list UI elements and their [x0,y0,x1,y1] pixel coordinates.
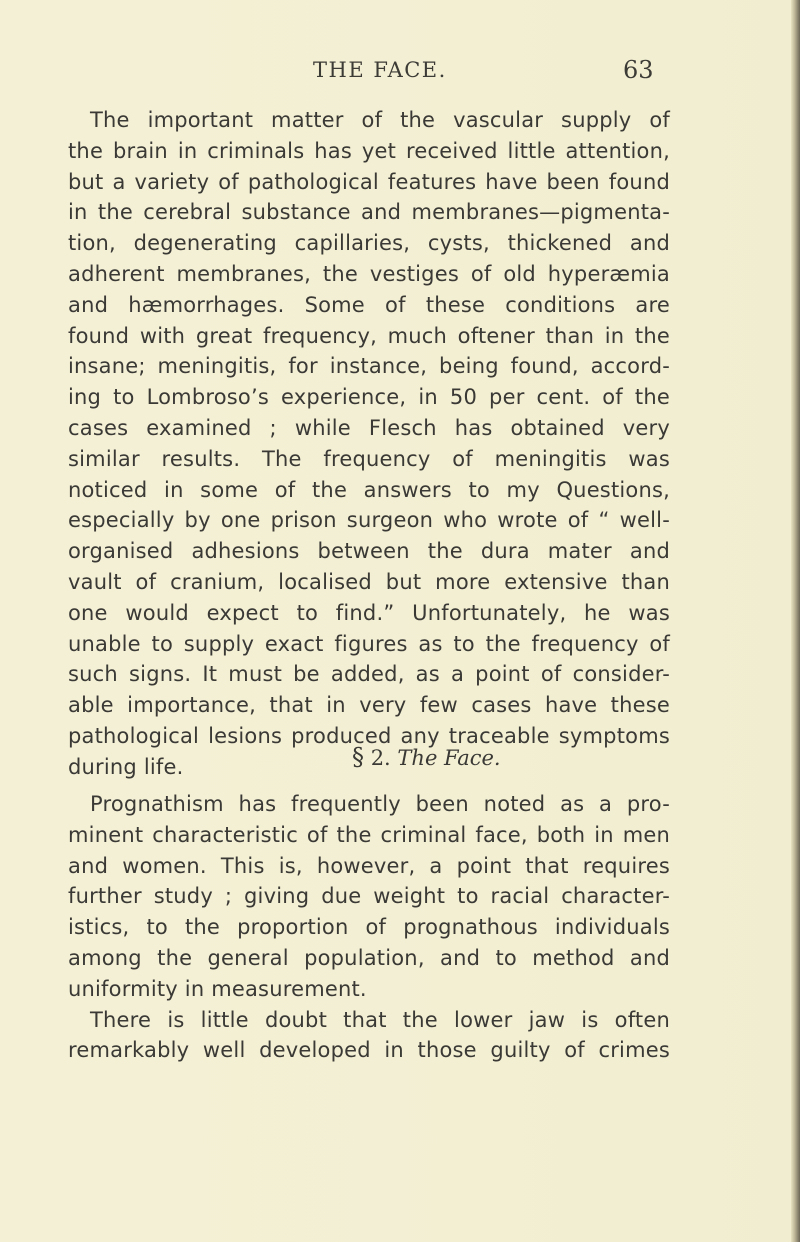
text-line: The important matter of the vascular supply of [90,108,670,132]
text-line: further study ; giving due weight to racial character- [68,884,670,909]
text-line: the brain in criminals has yet received little attention, [68,138,670,163]
text-line: cases examined ; while Flesch has obtained very [68,415,670,440]
text-line: and hæmorrhages. Some of these conditions are [68,292,670,317]
text-line: similar results. The frequency of meningitis was [68,446,670,471]
text-line: uniformity in measurement. [68,976,367,1001]
text-line: There is little doubt that the lower jaw is often [90,1007,670,1032]
paragraph-vascular-supply [68,105,670,783]
text-line: unable to supply exact figures as to the frequency of [68,631,670,656]
text-line: ing to Lombroso’s experience, in 50 per cent. of the [68,385,670,410]
section-number: 2. [370,746,391,770]
text-line: minent characteristic of the criminal face, both in men [68,822,670,847]
text-line: istics, to the proportion of prognathous individuals [68,915,670,940]
text-line: especially by one prison surgeon who wrote of “ well- [68,508,670,533]
text-line: among the general population, and to method and [68,945,670,970]
text-line: such signs. It must be added, as a point of consider- [68,662,670,687]
text-line: vault of cranium, localised but more extensive than [68,569,670,594]
text-line: remarkably well developed in those guilty of crimes [68,1038,670,1063]
text-line: organised adhesions between the dura mater and [68,539,670,564]
text-line: noticed in some of the answers to my Questions, [68,477,670,502]
section-title: The Face. [397,746,501,770]
section-sign: § [352,743,364,771]
paragraph-prognathism [68,789,670,1066]
text-line: and women. This is, however, a point that requires [68,853,670,878]
text-line: insane; meningitis, for instance, being found, accord- [68,354,670,379]
text-line: found with great frequency, much oftener than in the [68,323,670,348]
running-head: THE FACE. [313,58,447,82]
text-line: one would expect to find.” Unfortunately, he was [68,600,670,625]
page-edge-shadow [791,0,800,1242]
text-line: adherent membranes, the vestiges of old hyperæmia [68,261,670,286]
text-line: in the cerebral substance and membranes—pigmenta- [68,200,670,225]
page-header [0,52,800,92]
text-line: able importance, that in very few cases have these [68,693,670,718]
text-line: pathological lesions produced any traceable symptoms [68,723,670,748]
text-line: during life. [68,754,184,779]
page-number: 63 [623,56,654,84]
text-line: tion, degenerating capillaries, cysts, thickened and [68,231,670,256]
text-line: Prognathism has frequently been noted as a pro- [90,792,670,816]
section-heading [352,742,501,773]
text-line: but a variety of pathological features have been found [68,169,670,194]
